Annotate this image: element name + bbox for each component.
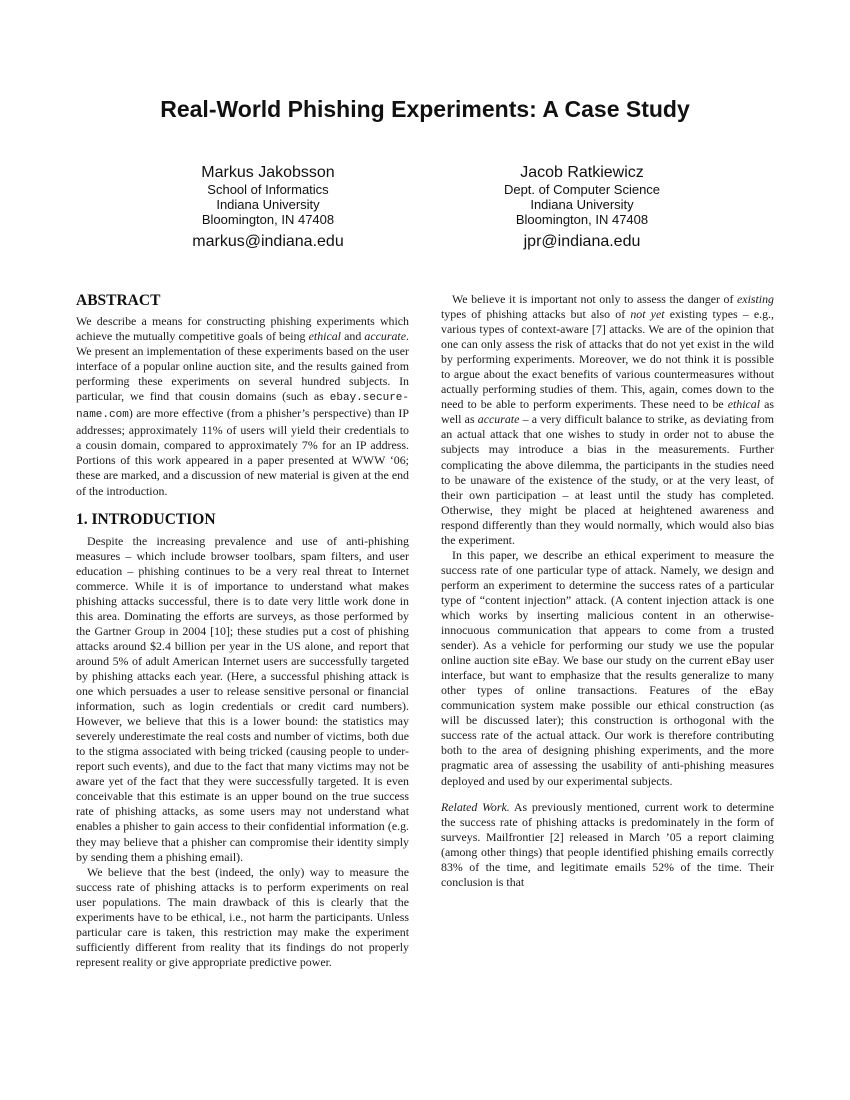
intro-paragraph-4: In this paper, we describe an ethical experiment to measure the success rate of one particular type of attack. Namely, we design and perform an experiment to determine the success rates of a particular type of “content injection” attack. (A content injection attack is one which works by inserting malicious content in an otherwise-innocuous communication that appears to come from a trusted sender). As a vehicle for performing our study we use the popular online auction site eBay. We base our study on the current eBay user interface, but want to emphasize that the results generalize to many other types of online transactions. Features of the eBay communication system make possible our ethical construction (as will be discussed later); this construction is orthogonal with the success rate of the actual attack. Our work is therefore contributing both to the area of designing phishing experiments, and the more pragmatic area of assessing the usability of anti-phishing measures deployed and used by our experimental subjects. <box>441 547 774 788</box>
related-work-label: Related Work. <box>441 799 510 814</box>
abstract-paragraph: We describe a means for constructing phishing experiments which achieve the mutually competitive goals of being ethical and accurate. We present an implementation of these experiments based on the user interface of a popular online auction site, and the results gained from performing these experiments on several hundred subjects. In particular, we find that cousin domains (such as ebay.secure-name.com) are more effective (from a phisher’s perspective) than IP addresses; approximately 11% of users will yield their credentials to a cousin domain, compared to approximately 7% for an IP address. Portions of this work appeared in a paper presented at WWW ‘06; these are marked, and a discussion of new material is given at the end of the introduction. <box>76 314 409 498</box>
example-domain: ebay.secure-name.com <box>76 392 409 422</box>
introduction-heading: 1. INTRODUCTION <box>76 510 216 528</box>
abstract-heading: ABSTRACT <box>76 292 161 309</box>
author-affiliation-line: Indiana University <box>530 197 634 212</box>
intro-paragraph-3: We believe it is important not only to assess the danger of existing types of phishing attacks but also of not yet existing types – e.g., various types of context-aware [7] attacks. We are of the opinion that one can only assess the risk of attacks that do not yet exist in the wild by performing experiments. Moreover, we do not think it is possible to argue about the exact benefits of various countermeasures without actually performing studies of them. This, again, comes down to the need to be able to perform experiments. These need to be ethical as well as accurate – a very difficult balance to strike, as deviating from an actual attack that one wishes to study in order not to abuse the subjects may introduce a bias in the measurements. Further complicating the above dilemma, the participants in the studies need to be unaware of the existence of the study, or at the very least, of their own participation – at least until the study has completed. Otherwise, they might be placed at heightened awareness and respond differently than they would normally, which would also bias the experiment. <box>441 292 775 547</box>
left-column <box>76 292 409 970</box>
related-work-paragraph: Related Work. As previously mentioned, current work to determine the success rate of phishing attacks is predominately in the form of surveys. Mailfrontier [2] released in March ’05 a report claiming (among other things) that people identified phishing emails correctly 83% of the time, and legitimate emails 52% of the time. Their conclusion is that <box>441 799 774 889</box>
author-email: markus@indiana.edu <box>192 233 344 250</box>
intro-paragraph-2: We believe that the best (indeed, the only) way to measure the success rate of phishing attacks is to perform experiments on real user populations. The main drawback of this is clearly that the experiments have to be ethical, i.e., not harm the participants. Unless particular care is taken, this restriction may make the experiment sufficiently different from reality that its findings do not properly represent reality or give appropriate predictive power. <box>76 864 409 969</box>
author-name: Markus Jakobsson <box>201 164 335 181</box>
intro-paragraph-1: Despite the increasing prevalence and use of anti-phishing measures – which include browser toolbars, spam filters, and user education – phishing continues to be a very real threat to Internet commerce. While it is of importance to understand what makes phishing attacks successful, there is to date very little work done in this area. Dominating the efforts are surveys, as those performed by the Gartner Group in 2004 [10]; these studies put a cost of phishing attacks around $2.4 billion per year in the US alone, and report that around 5% of adult American Internet users are successfully targeted by phishing attacks each year. (Here, a successful phishing attack is one which persuades a user to release sensitive personal or financial information, such as login credentials or credit card numbers). However, we believe that this is a lower bound: the statistics may severely underestimate the real costs and number of victims, both due to the stigma associated with being tricked (causing people to under-report such events), and due to the fact that many victims may not be aware yet of the fact that they were successfully targeted. It is even conceivable that this estimate is an upper bound on the true success rate of phishing attacks, as some users may not understand what enables a phisher to gain access to their confidential information (e.g. they may believe that a phisher can compromise their identity simply by sending them a phishing email). <box>76 533 409 864</box>
author-name: Jacob Ratkiewicz <box>520 164 644 181</box>
author-affiliation-line: Indiana University <box>216 197 320 212</box>
paper-title: Real-World Phishing Experiments: A Case Study <box>160 96 690 122</box>
author-affiliation-line: Bloomington, IN 47408 <box>201 212 335 227</box>
right-column <box>441 292 774 890</box>
author-affiliation-line: Bloomington, IN 47408 <box>515 212 649 227</box>
author-affiliation-line: School of Informatics <box>207 182 329 197</box>
author-block-1 <box>103 163 433 251</box>
author-email: jpr@indiana.edu <box>523 233 641 250</box>
author-block-2 <box>417 163 747 251</box>
author-affiliation-line: Dept. of Computer Science <box>503 182 661 197</box>
